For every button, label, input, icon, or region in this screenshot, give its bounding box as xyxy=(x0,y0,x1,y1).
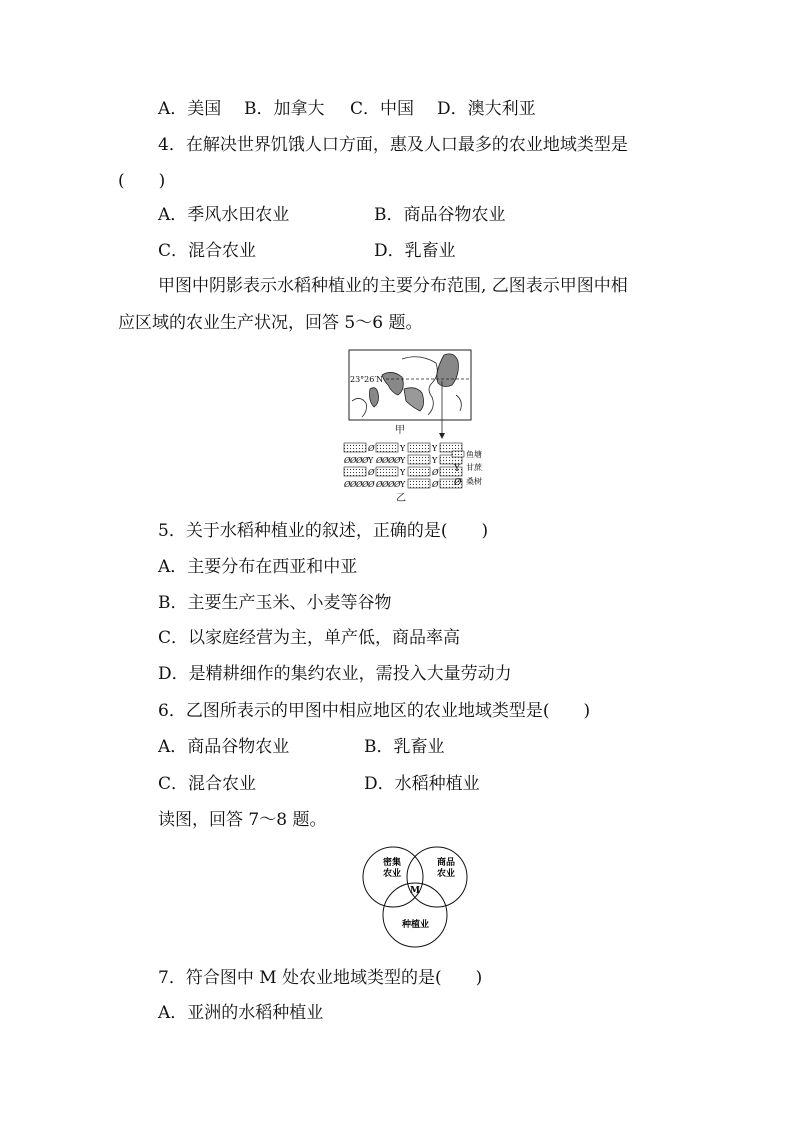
q6-option-a: A．商品谷物农业 xyxy=(158,737,290,757)
venn-label-intensive-2: 农业 xyxy=(383,869,402,879)
grid-mulberry-icon: Ø xyxy=(344,480,351,489)
legend-sugarcane-icon: Y xyxy=(454,464,460,474)
grid-sugarcane-icon: Y xyxy=(432,456,438,465)
legend-fishpond-icon xyxy=(452,451,464,457)
q5-option-a: A．主要分布在西亚和中亚 xyxy=(158,557,358,577)
grid-mulberry-icon: Ø xyxy=(368,480,375,489)
grid-mulberry-icon: Ø xyxy=(432,480,439,489)
grid-mulberry-icon: Ø xyxy=(376,456,383,465)
q5-stem: 5．关于水稻种植业的叙述，正确的是( ) xyxy=(158,521,489,541)
q4-option-c: C．混合农业 xyxy=(158,241,257,261)
grid-caption: 乙 xyxy=(396,493,406,503)
q6-stem: 6．乙图所表示的甲图中相应地区的农业地域类型是( ) xyxy=(158,701,591,721)
grid-mulberry-icon: Ø xyxy=(432,468,439,477)
grid-fishpond xyxy=(408,443,430,452)
grid-mulberry-icon: Ø xyxy=(382,456,389,465)
q3-option-d: D．澳大利亚 xyxy=(437,99,536,119)
grid-fishpond xyxy=(344,467,366,476)
venn-label-commercial-2: 农业 xyxy=(437,869,456,879)
intro-5-6-line1: 甲图中阴影表示水稻种植业的主要分布范围, 乙图表示甲图中相 xyxy=(158,276,628,296)
q4-option-a: A．季风水田农业 xyxy=(158,205,290,225)
grid-mulberry-icon: Ø xyxy=(362,456,369,465)
q6-option-c: C．混合农业 xyxy=(158,774,257,794)
venn-label-planting: 种植业 xyxy=(402,920,430,930)
grid-mulberry-icon: Ø xyxy=(344,456,351,465)
grid-sugarcane-icon: Y xyxy=(400,480,406,489)
grid-mulberry-icon: Ø xyxy=(382,480,389,489)
venn-center-label: M xyxy=(410,886,420,896)
q6-option-b: B．乳畜业 xyxy=(364,737,445,757)
q5-option-d: D．是精耕细作的集约农业，需投入大量劳动力 xyxy=(158,664,512,684)
grid-mulberry-icon: Ø xyxy=(388,480,395,489)
figure-venn-diagram xyxy=(355,843,475,953)
intro-5-6-line2: 应区域的农业生产状况，回答 5～6 题。 xyxy=(118,313,423,333)
grid-mulberry-icon: Ø xyxy=(388,456,395,465)
q5-option-c: C．以家庭经营为主，单产低，商品率高 xyxy=(158,628,461,648)
grid-mulberry-icon: Ø xyxy=(350,456,357,465)
grid-sugarcane-icon: Y xyxy=(400,456,406,465)
grid-mulberry-icon: Ø xyxy=(356,456,363,465)
grid-mulberry-icon: Ø xyxy=(394,456,401,465)
q5-option-b: B．主要生产玉米、小麦等谷物 xyxy=(158,593,392,613)
q4-option-d: D．乳畜业 xyxy=(374,241,456,261)
map-latitude-label: 23°26′N xyxy=(350,375,384,384)
q4-stem: 4．在解决世界饥饿人口方面，惠及人口最多的农业地域类型是 xyxy=(158,135,628,155)
grid-fishpond xyxy=(344,443,366,452)
q3-option-b: B．加拿大 xyxy=(244,99,325,119)
grid-sugarcane-icon: Y xyxy=(400,468,406,477)
grid-fishpond xyxy=(408,467,430,476)
farm-grid xyxy=(343,443,462,489)
venn-label-commercial-1: 商品 xyxy=(437,858,456,868)
map-caption: 甲 xyxy=(395,425,405,436)
q7-stem: 7．符合图中 M 处农业地域类型的是( ) xyxy=(158,968,483,988)
figure-rice-map-and-grid xyxy=(340,345,500,503)
q3-option-a: A．美国 xyxy=(158,99,222,119)
q3-option-c: C．中国 xyxy=(350,99,415,119)
grid-mulberry-icon: Ø xyxy=(368,444,375,453)
grid-fishpond xyxy=(408,479,430,488)
legend-mulberry-icon: Ø xyxy=(454,478,462,488)
legend-mulberry-label: 桑树 xyxy=(466,477,482,486)
grid-mulberry-icon: Ø xyxy=(376,480,383,489)
legend-sugarcane-label: 甘蔗 xyxy=(466,463,482,472)
venn-label-intensive-1: 密集 xyxy=(383,858,402,868)
grid-mulberry-icon: Ø xyxy=(394,480,401,489)
intro-7-8: 读图，回答 7～8 题。 xyxy=(158,810,327,830)
q4-option-b: B．商品谷物农业 xyxy=(374,205,506,225)
grid-sugarcane-icon: Y xyxy=(400,444,406,453)
grid-mulberry-icon: Ø xyxy=(356,480,363,489)
grid-mulberry-icon: Ø xyxy=(362,480,369,489)
q7-option-a: A．亚洲的水稻种植业 xyxy=(158,1003,324,1023)
grid-mulberry-icon: Ø xyxy=(368,468,375,477)
grid-sugarcane-icon: Y xyxy=(432,444,438,453)
legend-fishpond-label: 鱼塘 xyxy=(466,450,482,459)
grid-fishpond xyxy=(376,443,398,452)
grid-mulberry-icon: Ø xyxy=(350,480,357,489)
grid-fishpond xyxy=(440,443,462,452)
grid-sugarcane-icon: Y xyxy=(368,456,374,465)
q4-answer-paren: ( ) xyxy=(118,171,166,191)
grid-fishpond xyxy=(376,467,398,476)
q6-option-d: D．水稻种植业 xyxy=(364,774,480,794)
grid-fishpond xyxy=(408,455,430,464)
